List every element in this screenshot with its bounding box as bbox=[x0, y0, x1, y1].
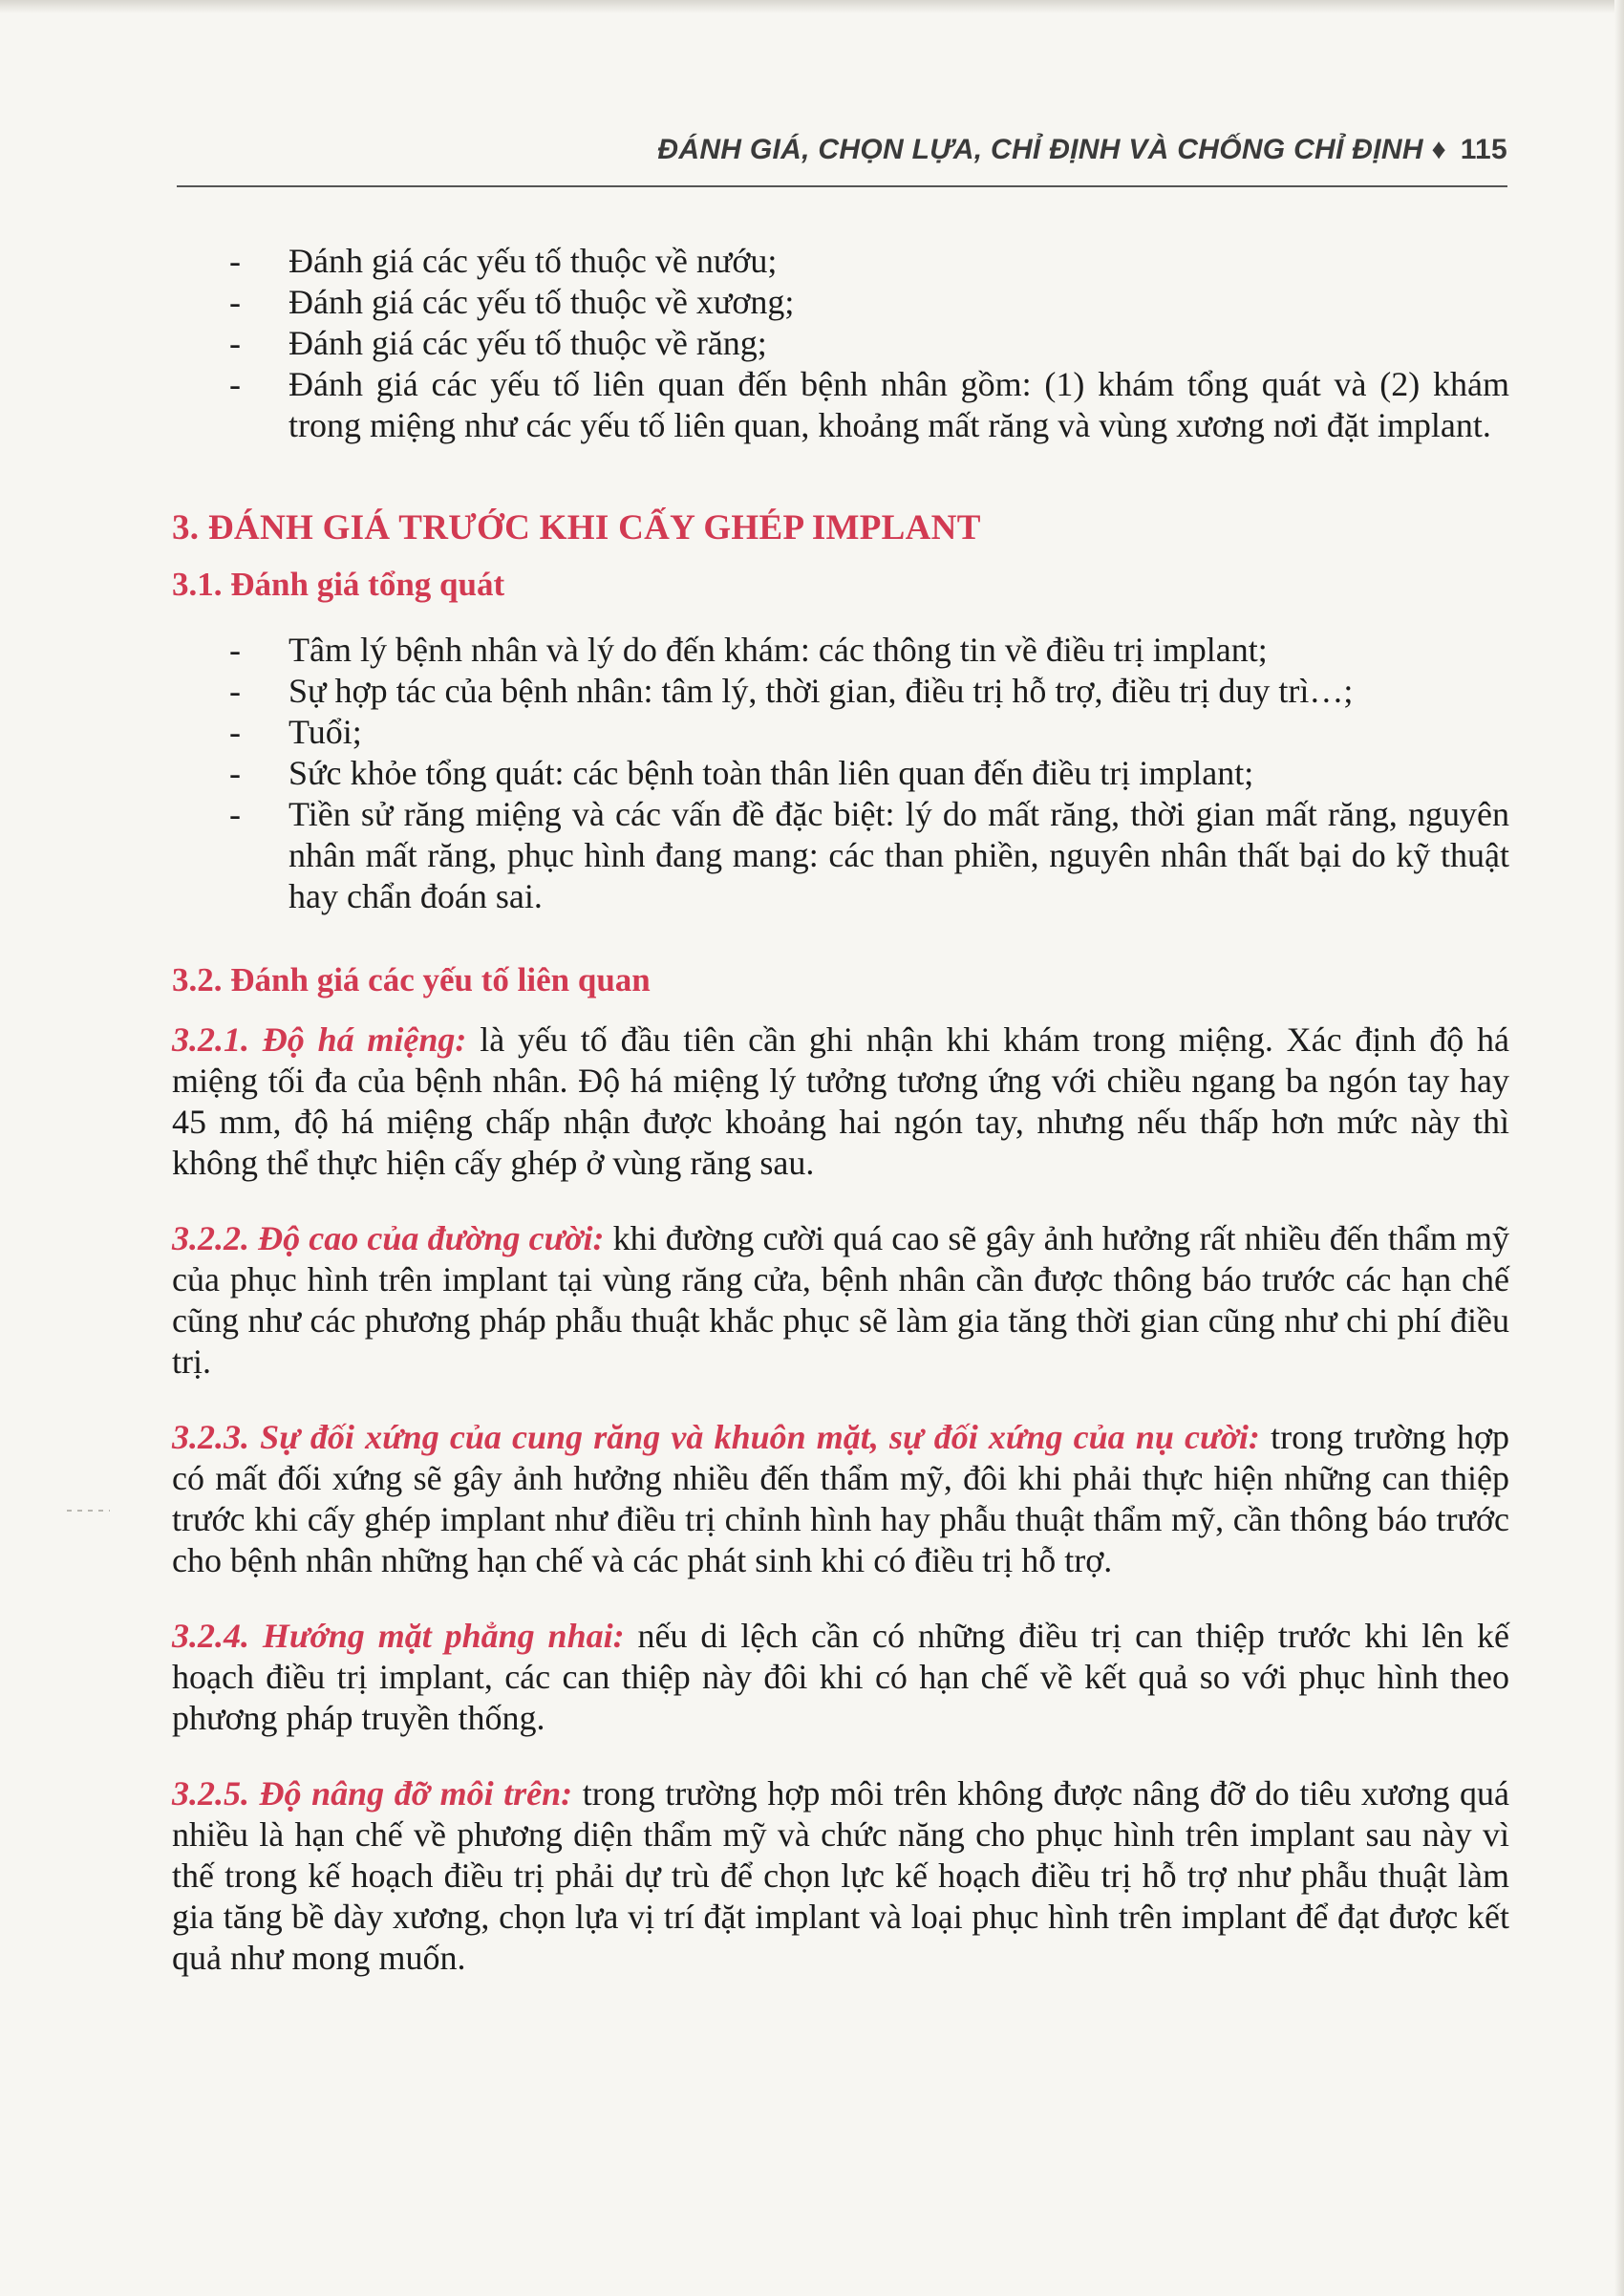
list-item: - Tâm lý bệnh nhân và lý do đến khám: các thông tin về điều trị implant; bbox=[229, 631, 1268, 669]
list-item: - Đánh giá các yếu tố thuộc về răng; bbox=[229, 324, 767, 362]
paragraph-3-2-4: 3.2.4. Hướng mặt phẳng nhai: nếu di lệch cần có những điều trị can thiệp trước khi lên kế hoạch điều trị implant, các can thiệp này đôi khi có hạn chế về kết quả so với phục hình theo phương pháp truyền thống. bbox=[172, 1617, 1510, 1737]
list-item: - Đánh giá các yếu tố thuộc về xương; bbox=[229, 283, 795, 321]
paragraph-lead: 3.2.1. Độ há miệng: bbox=[172, 1020, 467, 1059]
paragraph-3-2-3: 3.2.3. Sự đối xứng của cung răng và khuôn mặt, sự đối xứng của nụ cười: trong trường hợp có mất đối xứng sẽ gây ảnh hưởng nhiều đến thẩm mỹ, đôi khi phải thực hiện những can thiệp trước khi cấy ghép implant như điều trị chỉnh hình hay phẫu thuật thẩm mỹ, cần thông báo trước cho bệnh nhân những hạn chế và các phát sinh khi có điều trị hỗ trợ. bbox=[172, 1418, 1509, 1579]
running-header bbox=[177, 134, 1507, 166]
section-3-1-heading: 3.1. Đánh giá tổng quát bbox=[172, 566, 505, 603]
header-rule bbox=[177, 185, 1507, 187]
scan-mark bbox=[67, 1510, 110, 1512]
paragraph-3-2-1: 3.2.1. Độ há miệng: là yếu tố đầu tiên cần ghi nhận khi khám trong miệng. Xác định độ há miệng tối đa của bệnh nhân. Độ há miệng lý tưởng tương ứng với chiều ngang ba ngón tay hay 45 mm, độ há miệng chấp nhận được khoảng hai ngón tay, nhưng nếu thấp hơn mức này thì không thể thực hiện cấy ghép ở vùng răng sau. bbox=[172, 1020, 1510, 1182]
list-item: - Đánh giá các yếu tố liên quan đến bệnh nhân gồm: (1) khám tổng quát và (2) khám trong miệng như các yếu tố liên quan, khoảng mất răng và vùng xương nơi đặt implant. bbox=[229, 365, 1509, 444]
paragraph-lead: 3.2.2. Độ cao của đường cười: bbox=[172, 1219, 605, 1257]
section-3-heading: 3. ĐÁNH GIÁ TRƯỚC KHI CẤY GHÉP IMPLANT bbox=[172, 508, 981, 547]
list-item: - Tiền sử răng miệng và các vấn đề đặc biệt: lý do mất răng, thời gian mất răng, nguyên nhân mất răng, phục hình đang mang: các than phiền, nguyên nhân thất bại do kỹ thuật hay chẩn đoán sai. bbox=[229, 795, 1509, 915]
list-item: - Sức khỏe tổng quát: các bệnh toàn thân liên quan đến điều trị implant; bbox=[229, 754, 1254, 792]
intro-list bbox=[172, 241, 1509, 446]
paragraph-3-2-2: 3.2.2. Độ cao của đường cười: khi đường cười quá cao sẽ gây ảnh hưởng rất nhiều đến thẩm mỹ của phục hình trên implant tại vùng răng cửa, bệnh nhân cần được thông báo trước các hạn chế cũng như các phương pháp phẫu thuật khắc phục sẽ làm gia tăng thời gian cũng như chi phí điều trị. bbox=[172, 1219, 1510, 1381]
list-item: - Sự hợp tác của bệnh nhân: tâm lý, thời gian, điều trị hỗ trợ, điều trị duy trì…; bbox=[229, 672, 1354, 710]
list-item: - Đánh giá các yếu tố thuộc về nướu; bbox=[229, 242, 778, 280]
paragraph-lead: 3.2.4. Hướng mặt phẳng nhai: bbox=[172, 1617, 625, 1655]
section-3-2-heading: 3.2. Đánh giá các yếu tố liên quan bbox=[172, 961, 651, 998]
header-separator: ♦ bbox=[1431, 134, 1447, 165]
running-title: ĐÁNH GIÁ, CHỌN LỰA, CHỈ ĐỊNH VÀ CHỐNG CHỈ ĐỊNH bbox=[657, 134, 1423, 165]
paragraph-lead: 3.2.5. Độ nâng đỡ môi trên: bbox=[172, 1774, 573, 1813]
list-item: - Tuổi; bbox=[229, 713, 362, 751]
paragraph-3-2-5: 3.2.5. Độ nâng đỡ môi trên: trong trường hợp môi trên không được nâng đỡ do tiêu xương quá nhiều là hạn chế về phương diện thẩm mỹ và chức năng cho phục hình trên implant sau này vì thế trong kế hoạch điều trị phải dự trù để chọn lực kế hoạch điều trị hỗ trợ như phẫu thuật làm gia tăng bề dày xương, chọn lựa vị trí đặt implant và loại phục hình trên implant để đạt được kết quả như mong muốn. bbox=[172, 1774, 1509, 1977]
general-assessment-list bbox=[172, 630, 1509, 917]
scan-right-edge bbox=[1614, 0, 1624, 2296]
page-number: 115 bbox=[1460, 134, 1507, 165]
page-body bbox=[172, 241, 1509, 2013]
paragraph-lead: 3.2.3. Sự đối xứng của cung răng và khuôn mặt, sự đối xứng của nụ cười: bbox=[172, 1418, 1260, 1456]
scan-top-edge bbox=[0, 0, 1624, 13]
